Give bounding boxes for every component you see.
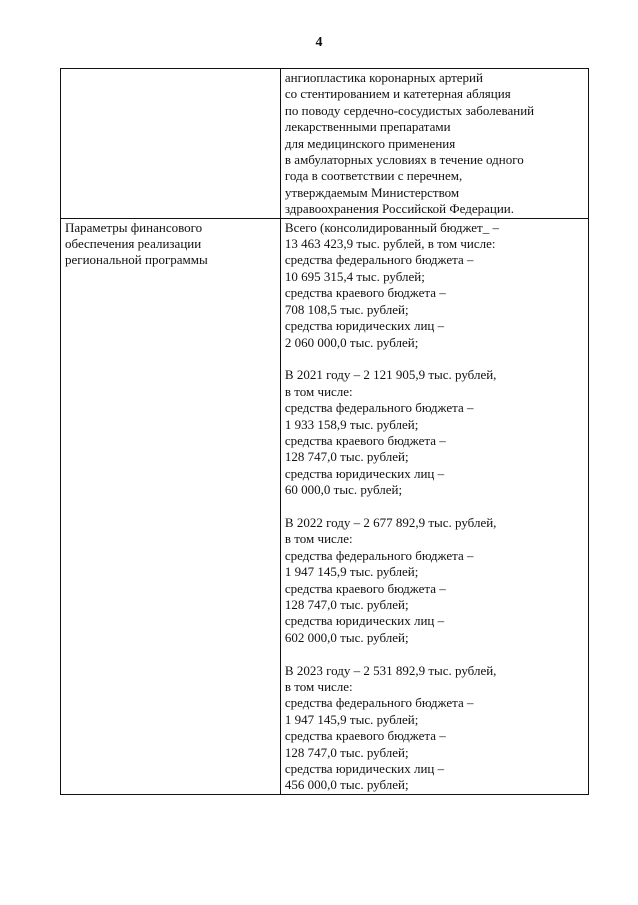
text-line: по поводу сердечно-сосудистых заболеваний — [284, 102, 535, 118]
text-line: утверждаемым Министерством — [284, 184, 460, 200]
text-line: региональной программы — [65, 252, 208, 268]
text-line: 13 463 423,9 тыс. рублей, в том числе: — [284, 236, 496, 252]
text-line: 1 947 145,9 тыс. рублей; — [284, 711, 419, 727]
text-line: средства краевого бюджета – — [284, 285, 446, 301]
text-line: средства юридических лиц – — [284, 761, 445, 777]
parameter-label-cell — [61, 218, 281, 794]
page-number: 4 — [315, 35, 323, 50]
financing-block-2021 — [285, 367, 585, 498]
text-line: 60 000,0 тыс. рублей; — [284, 482, 403, 498]
text-line: средства федерального бюджета – — [284, 695, 474, 711]
text-line: 128 747,0 тыс. рублей; — [284, 744, 409, 760]
document-table — [60, 68, 589, 795]
text-line: 456 000,0 тыс. рублей; — [284, 777, 409, 793]
text-line: для медицинского применения — [284, 135, 456, 151]
row1-right-cell — [280, 69, 588, 219]
text-line: средства юридических лиц – — [284, 465, 445, 481]
text-line: В 2021 году – 2 121 905,9 тыс. рублей, — [284, 367, 497, 383]
table-row — [61, 69, 589, 219]
text-line: 1 947 145,9 тыс. рублей; — [284, 564, 419, 580]
text-line: средства юридических лиц – — [284, 318, 445, 334]
financing-values-cell — [280, 218, 588, 794]
text-line: 128 747,0 тыс. рублей; — [284, 449, 409, 465]
text-line: ангиопластика коронарных артерий — [284, 70, 483, 85]
text-line: Всего (консолидированный бюджет_ – — [284, 219, 499, 235]
text-line: со стентированием и катетерная абляция — [284, 86, 511, 102]
text-line: средства краевого бюджета – — [284, 728, 446, 744]
text-line: в амбулаторных условиях в течение одного — [284, 152, 524, 168]
row1-left-cell — [61, 69, 281, 219]
financing-block-total — [285, 220, 585, 351]
text-line: средства федерального бюджета – — [284, 547, 474, 563]
text-line: В 2022 году – 2 677 892,9 тыс. рублей, — [284, 514, 497, 530]
financing-block-2023 — [285, 663, 585, 794]
block-spacer — [285, 351, 585, 367]
text-line: 128 747,0 тыс. рублей; — [284, 596, 409, 612]
text-line: средства краевого бюджета – — [284, 432, 446, 448]
text-line: В 2023 году – 2 531 892,9 тыс. рублей, — [284, 662, 497, 678]
text-line: 1 933 158,9 тыс. рублей; — [284, 416, 419, 432]
table-row — [61, 218, 589, 794]
text-line: 602 000,0 тыс. рублей; — [284, 629, 409, 645]
text-line: 708 108,5 тыс. рублей; — [284, 301, 409, 317]
text-line: средства федерального бюджета – — [284, 400, 474, 416]
text-line: 2 060 000,0 тыс. рублей; — [284, 334, 419, 350]
text-line: обеспечения реализации — [65, 236, 202, 252]
block-spacer — [285, 499, 585, 515]
text-line: в том числе: — [284, 383, 353, 399]
text-line: 10 695 315,4 тыс. рублей; — [284, 268, 425, 284]
text-line: Параметры финансового — [65, 219, 203, 235]
text-line: в том числе: — [284, 531, 353, 547]
text-line: здравоохранения Российской Федерации. — [284, 201, 515, 217]
block-spacer — [285, 646, 585, 662]
text-line: средства федерального бюджета – — [284, 252, 474, 268]
text-line: лекарственными препаратами — [284, 119, 451, 135]
financing-block-2022 — [285, 515, 585, 646]
text-line: года в соответствии с перечнем, — [284, 168, 463, 184]
text-line: средства юридических лиц – — [284, 613, 445, 629]
text-line: в том числе: — [284, 678, 353, 694]
text-line: средства краевого бюджета – — [284, 580, 446, 596]
